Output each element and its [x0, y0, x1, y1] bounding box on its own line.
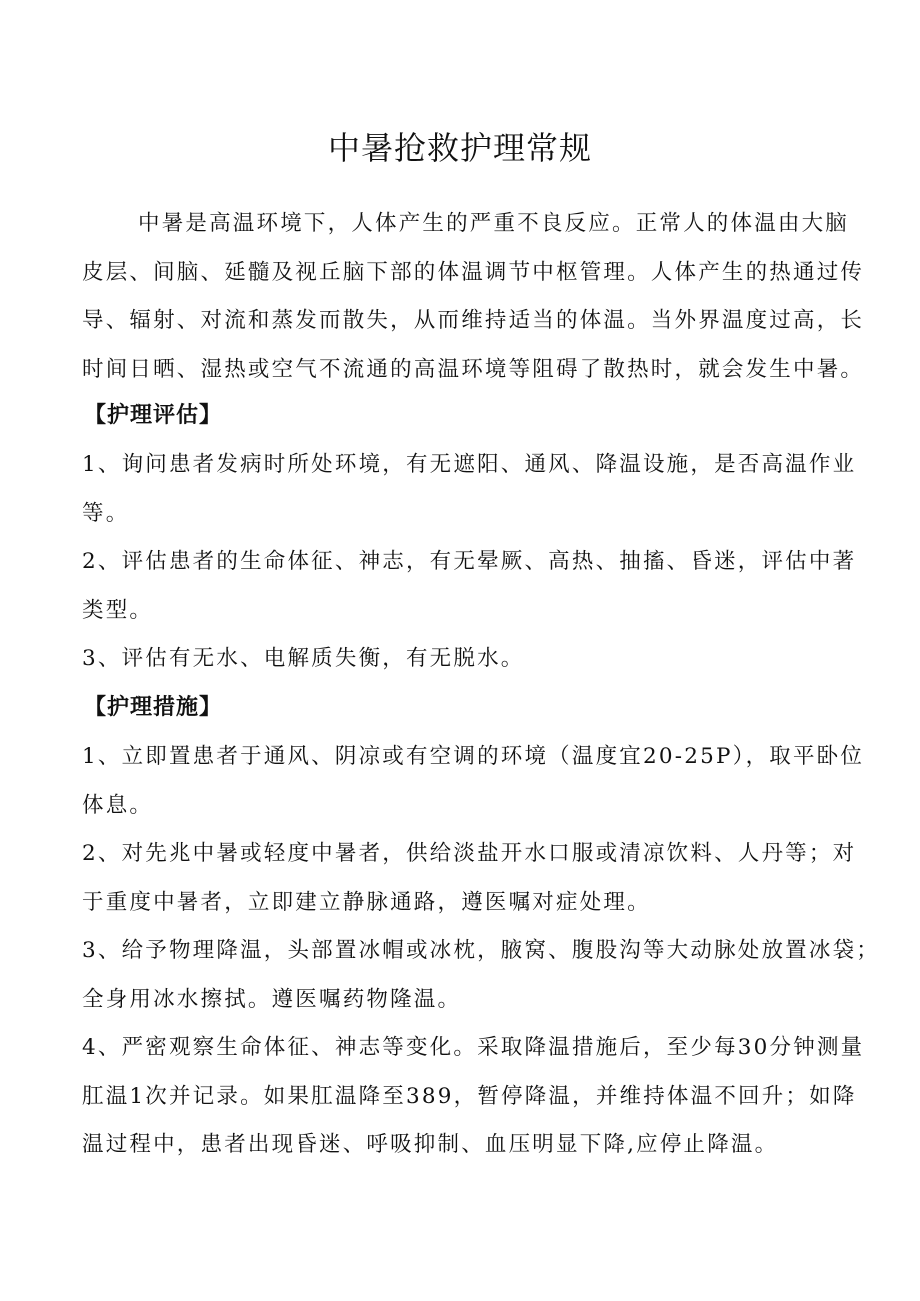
measures-line: 全身用冰水擦拭。遵医嘱药物隆温。 [82, 986, 462, 1012]
assessment-line: 等。 [82, 500, 130, 526]
measures-line: 温过程中，患者出现昏迷、呼吸抑制、血压明显下降,应停止降温。 [82, 1132, 779, 1157]
page-title: 中暑抢救护理常规 [327, 129, 592, 167]
intro-line: 导、辐射、对流和蒸发而散失，从而维持适当的体温。当外界温度过高，长 [82, 308, 865, 333]
measures-line: 2、对先兆中暑或轻度中暑者，供给淡盐开水口服或清凉饮料、人丹等；对 [82, 841, 857, 866]
measures-line: 体息。 [82, 792, 154, 818]
intro-line: 时间日晒、湿热或空气不流通的高温环境等阻碍了散热时，就会发生中暑。 [82, 356, 865, 382]
measures-heading: 【护理措施】 [84, 695, 223, 720]
intro-line: 皮层、间脑、延髓及视丘脑下部的体温调节中枢管理。人体产生的热通过传 [82, 259, 865, 285]
measures-line: 4、严密观察生命体征、神志等变化。采取降温措施后，至少每30分钟测量 [82, 1035, 865, 1060]
assessment-heading: 【护理评估】 [84, 403, 223, 428]
assessment-line: 1、询问患者发病时所处环境，有无遮阳、通风、降温设施，是否高温作业 [82, 452, 857, 477]
intro-line: 中暑是高温环境下，人体产生的严重不良反应。正常人的体温由大脑 [138, 211, 850, 236]
assessment-line: 类型。 [82, 597, 154, 623]
assessment-line: 2、评估患者的生命体征、神志，有无晕厥、高热、抽搐、昏迷，评估中著 [82, 549, 857, 574]
measures-line: 肛温1次并记录。如果肛温降至389，暂停降温，并维持体温不回升；如降 [82, 1083, 857, 1109]
measures-line: 1、立即置患者于通风、阴凉或有空调的环境（温度宜20-25P），取平卧位 [82, 744, 865, 769]
measures-list [82, 733, 880, 1170]
assessment-list [82, 441, 857, 684]
measures-line: 3、给予物理降温，头部置冰帽或冰枕，腋窝、腹股沟等大动脉处放置冰袋； [82, 938, 880, 963]
measures-line: 于重度中暑者，立即建立静脉通路，遵医嘱对症处理。 [82, 889, 651, 915]
intro-paragraph [82, 200, 865, 394]
assessment-line: 3、评估有无水、电解质失衡，有无脱水。 [82, 646, 525, 671]
